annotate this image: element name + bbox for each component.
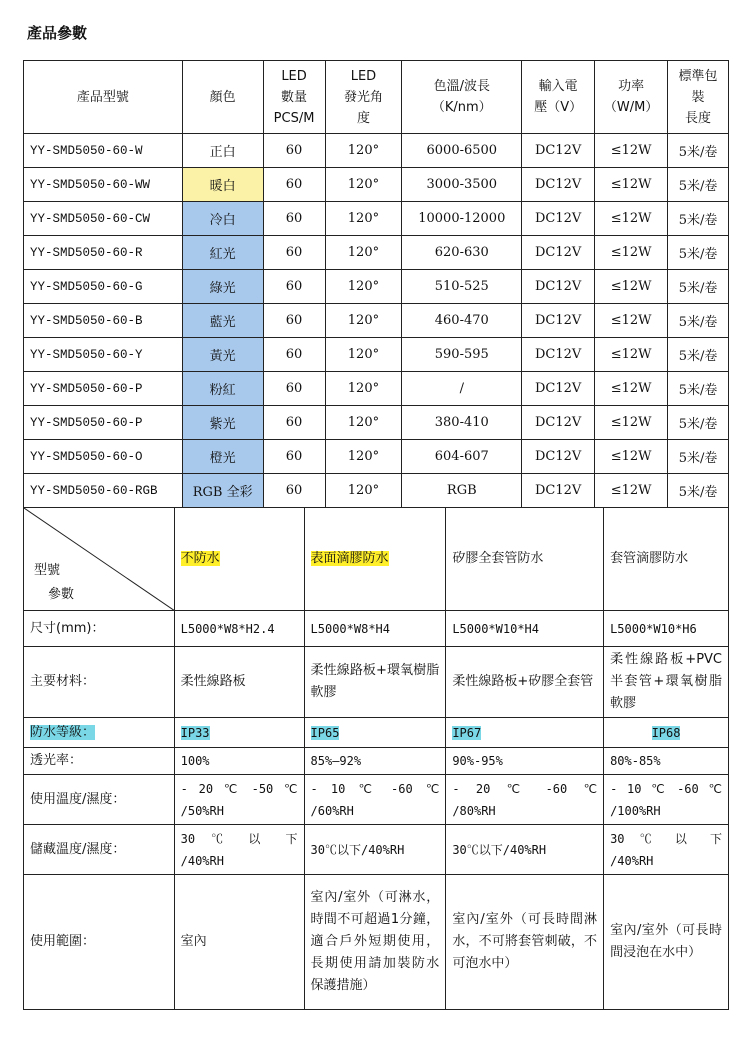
spec-cell-qty: 60: [263, 236, 325, 270]
wp-cell: [604, 611, 729, 647]
wp-column-header-0: [174, 508, 304, 611]
spec-cell-angle: 120°: [325, 338, 402, 372]
spec-cell-temp: 620-630: [402, 236, 522, 270]
spec-cell-len: 5米/卷: [668, 406, 729, 440]
spec-cell-qty: 60: [263, 338, 325, 372]
spec-cell-volt: DC12V: [522, 406, 595, 440]
wp-cell: [174, 875, 304, 1010]
spec-cell-qty: 60: [263, 372, 325, 406]
spec-header-line: 壓（V）: [534, 100, 583, 115]
wp-cell: [304, 875, 446, 1010]
spec-cell-len: 5米/卷: [668, 168, 729, 202]
wp-row-label: [24, 748, 175, 775]
wp-row-label-text: 透光率：: [30, 753, 83, 768]
wp-cell-text: 30 ℃ 以 下 /40%RH: [180, 831, 298, 868]
wp-cell-text: - 20 ℃ -60 ℃ /80%RH: [452, 781, 598, 818]
wp-row-label: [24, 718, 175, 748]
spec-row: [24, 236, 729, 270]
spec-cell-color: 正白: [182, 134, 263, 168]
wp-row-label: [24, 647, 175, 718]
spec-cell-power: ≤12W: [595, 270, 668, 304]
wp-cell-text: IP67: [452, 725, 482, 740]
wp-cell: [604, 875, 729, 1010]
wp-cell: [446, 875, 604, 1010]
spec-cell-volt: DC12V: [522, 236, 595, 270]
spec-cell-temp: 604-607: [402, 440, 522, 474]
corner-top-label: 型號: [34, 563, 61, 578]
wp-cell-text: 80%-85%: [610, 754, 661, 768]
spec-cell-qty: 60: [263, 168, 325, 202]
spec-header-line: LED: [350, 68, 377, 84]
wp-row-label-text: 使用溫度/濕度：: [30, 791, 126, 807]
spec-header-6: [595, 61, 668, 134]
spec-header-line: 數量: [281, 89, 308, 105]
wp-row: [24, 748, 729, 775]
spec-cell-volt: DC12V: [522, 474, 595, 508]
spec-cell-color: 粉紅: [182, 372, 263, 406]
wp-column-header-3: [604, 508, 729, 611]
spec-table: [23, 60, 729, 508]
spec-cell-temp: 460-470: [402, 304, 522, 338]
spec-cell-angle: 120°: [325, 372, 402, 406]
spec-cell-angle: 120°: [325, 168, 402, 202]
spec-cell-temp: 3000-3500: [402, 168, 522, 202]
wp-row-label-text: 尺寸(mm)：: [30, 620, 105, 636]
spec-cell-volt: DC12V: [522, 270, 595, 304]
wp-cell-text: L5000*W10*H6: [610, 621, 697, 636]
wp-cell-text: 柔性線路板: [180, 674, 246, 689]
spec-cell-volt: DC12V: [522, 440, 595, 474]
wp-column-header-2: [446, 508, 604, 611]
wp-cell: [174, 775, 304, 825]
wp-cell: [174, 748, 304, 775]
spec-cell-color: 紅光: [182, 236, 263, 270]
spec-cell-qty: 60: [263, 134, 325, 168]
wp-cell: [446, 611, 604, 647]
spec-cell-model: YY-SMD5050-60-R: [24, 236, 183, 270]
spec-cell-len: 5米/卷: [668, 270, 729, 304]
spec-cell-power: ≤12W: [595, 372, 668, 406]
wp-cell: [604, 825, 729, 875]
wp-cell-text: L5000*W8*H2.4: [180, 621, 275, 636]
spec-cell-model: YY-SMD5050-60-O: [24, 440, 183, 474]
wp-cell-text: L5000*W10*H4: [452, 621, 540, 636]
wp-cell-text: 室內/室外（可淋水，時間不可超過1分鐘，適合戶外短期使用，長期使用請加裝防水保護措施）: [310, 890, 440, 993]
wp-cell: [604, 775, 729, 825]
spec-cell-power: ≤12W: [595, 134, 668, 168]
wp-cell: [304, 775, 446, 825]
spec-cell-power: ≤12W: [595, 202, 668, 236]
wp-row: [24, 875, 729, 1010]
wp-cell-text: 室內: [180, 934, 207, 949]
spec-header-line: LED: [281, 68, 307, 84]
spec-cell-color: RGB 全彩: [182, 474, 263, 508]
spec-header-line: 長度: [685, 110, 712, 126]
wp-cell-text: L5000*W8*H4: [310, 621, 390, 636]
wp-row-label-text: 主要材料：: [30, 674, 96, 689]
spec-cell-angle: 120°: [325, 440, 402, 474]
wp-cell-text: IP65: [310, 725, 340, 740]
wp-cell-text: 柔性線路板+PVC半套管+環氧樹脂軟膠: [610, 652, 722, 711]
spec-cell-volt: DC12V: [522, 202, 595, 236]
wp-cell-text: 室內/室外（可長時間浸泡在水中）: [610, 923, 722, 960]
spec-cell-angle: 120°: [325, 236, 402, 270]
spec-header-7: [668, 61, 729, 134]
spec-header-line: 功率: [618, 79, 645, 94]
corner-bottom-label: 參數: [48, 587, 75, 602]
spec-header-line: 輸入電: [538, 79, 578, 94]
wp-cell-text: 柔性線路板+環氧樹脂軟膠: [310, 663, 440, 700]
wp-cell: [174, 718, 304, 748]
spec-header-line: 發光角: [343, 89, 383, 105]
spec-cell-power: ≤12W: [595, 168, 668, 202]
spec-header-5: [522, 61, 595, 134]
wp-cell: [446, 647, 604, 718]
spec-cell-qty: 60: [263, 474, 325, 508]
wp-row-label-text: 防水等級：: [30, 724, 96, 740]
spec-cell-model: YY-SMD5050-60-W: [24, 134, 183, 168]
wp-row-label: [24, 775, 175, 825]
spec-cell-volt: DC12V: [522, 168, 595, 202]
spec-cell-color: 黃光: [182, 338, 263, 372]
waterproof-table: [23, 507, 729, 1010]
wp-cell: [174, 647, 304, 718]
spec-cell-model: YY-SMD5050-60-CW: [24, 202, 183, 236]
spec-cell-model: YY-SMD5050-60-RGB: [24, 474, 183, 508]
spec-cell-qty: 60: [263, 304, 325, 338]
wp-row: [24, 647, 729, 718]
spec-cell-angle: 120°: [325, 406, 402, 440]
spec-row: [24, 338, 729, 372]
spec-cell-color: 橙光: [182, 440, 263, 474]
wp-row-label: [24, 875, 175, 1010]
spec-cell-qty: 60: [263, 270, 325, 304]
wp-cell: [446, 748, 604, 775]
spec-cell-color: 冷白: [182, 202, 263, 236]
spec-row: [24, 202, 729, 236]
spec-header-1: [182, 61, 263, 134]
spec-cell-power: ≤12W: [595, 406, 668, 440]
wp-row-label-text: 儲藏溫度/濕度：: [30, 841, 126, 857]
spec-header-line: 色溫/波長: [433, 79, 490, 94]
spec-cell-temp: 510-525: [402, 270, 522, 304]
wp-cell: [174, 611, 304, 647]
spec-cell-len: 5米/卷: [668, 372, 729, 406]
spec-header-line: 產品型號: [76, 89, 129, 105]
wp-cell-text: 90%-95%: [452, 754, 503, 768]
spec-header-line: 標準包: [678, 68, 718, 84]
wp-cell-text: 室內/室外（可長時間淋水，不可將套管刺破，不可泡水中）: [452, 912, 598, 971]
wp-cell: [304, 647, 446, 718]
spec-header-line: （K/nm）: [431, 100, 492, 115]
page-title: 產品參數: [27, 24, 88, 42]
wp-cell-text: 柔性線路板+矽膠全套管: [452, 674, 594, 689]
wp-cell: [446, 775, 604, 825]
spec-cell-power: ≤12W: [595, 236, 668, 270]
spec-row: [24, 372, 729, 406]
spec-cell-temp: 10000-12000: [402, 202, 522, 236]
spec-row: [24, 406, 729, 440]
spec-cell-angle: 120°: [325, 134, 402, 168]
wp-column-label: 不防水: [180, 551, 220, 566]
spec-row: [24, 440, 729, 474]
spec-header-line: （W/M）: [603, 100, 659, 115]
wp-cell: [604, 718, 729, 748]
wp-column-label: 套管滴膠防水: [610, 551, 689, 566]
spec-cell-angle: 120°: [325, 474, 402, 508]
wp-cell: [604, 647, 729, 718]
spec-cell-model: YY-SMD5050-60-P: [24, 372, 183, 406]
spec-cell-len: 5米/卷: [668, 338, 729, 372]
spec-header-line: 顏色: [209, 89, 236, 105]
spec-cell-model: YY-SMD5050-60-P: [24, 406, 183, 440]
spec-cell-len: 5米/卷: [668, 134, 729, 168]
spec-row: [24, 304, 729, 338]
wp-cell: [604, 748, 729, 775]
spec-cell-angle: 120°: [325, 304, 402, 338]
spec-cell-volt: DC12V: [522, 372, 595, 406]
wp-column-label: 表面滴膠防水: [310, 551, 389, 566]
wp-cell: [304, 718, 446, 748]
wp-cell-text: 100%: [180, 754, 210, 768]
spec-cell-angle: 120°: [325, 270, 402, 304]
spec-cell-qty: 60: [263, 406, 325, 440]
wp-cell-text: - 10 ℃ -60 ℃ /100%RH: [610, 781, 722, 818]
spec-header-line: 度: [356, 110, 370, 126]
wp-row: [24, 825, 729, 875]
corner-cell: [24, 508, 175, 611]
wp-cell-text: 85%—92%: [310, 754, 362, 768]
wp-cell-text: 30℃以下/40%RH: [452, 842, 547, 857]
spec-cell-qty: 60: [263, 202, 325, 236]
spec-row: [24, 168, 729, 202]
spec-cell-model: YY-SMD5050-60-G: [24, 270, 183, 304]
wp-row: [24, 718, 729, 748]
spec-cell-len: 5米/卷: [668, 304, 729, 338]
spec-cell-volt: DC12V: [522, 134, 595, 168]
spec-row: [24, 134, 729, 168]
spec-header-line: 裝: [691, 89, 705, 105]
spec-cell-len: 5米/卷: [668, 440, 729, 474]
wp-cell-text: 30 ℃ 以 下 /40%RH: [610, 831, 722, 868]
spec-cell-temp: /: [402, 372, 522, 406]
spec-cell-color: 綠光: [182, 270, 263, 304]
wp-row: [24, 611, 729, 647]
wp-cell-text: - 20 ℃ -50 ℃ /50%RH: [180, 781, 298, 818]
wp-column-header-1: [304, 508, 446, 611]
spec-cell-len: 5米/卷: [668, 202, 729, 236]
spec-header-4: [402, 61, 522, 134]
spec-cell-color: 紫光: [182, 406, 263, 440]
wp-cell-text: IP33: [180, 725, 210, 740]
wp-cell-text: 30℃以下/40%RH: [310, 842, 405, 857]
wp-cell: [446, 718, 604, 748]
spec-cell-volt: DC12V: [522, 338, 595, 372]
spec-header-line: PCS/M: [273, 110, 315, 126]
wp-row-label: [24, 825, 175, 875]
spec-cell-model: YY-SMD5050-60-WW: [24, 168, 183, 202]
spec-cell-qty: 60: [263, 440, 325, 474]
wp-cell: [174, 825, 304, 875]
spec-cell-temp: 590-595: [402, 338, 522, 372]
wp-row-label-text: 使用範圍：: [30, 934, 96, 949]
wp-cell: [304, 825, 446, 875]
spec-cell-power: ≤12W: [595, 338, 668, 372]
spec-header-0: [24, 61, 183, 134]
spec-cell-power: ≤12W: [595, 440, 668, 474]
wp-cell-text: IP68: [651, 725, 681, 740]
spec-cell-temp: RGB: [402, 474, 522, 508]
spec-cell-power: ≤12W: [595, 474, 668, 508]
spec-cell-temp: 6000-6500: [402, 134, 522, 168]
wp-cell-text: - 10 ℃ -60 ℃ /60%RH: [310, 781, 440, 818]
spec-cell-len: 5米/卷: [668, 474, 729, 508]
spec-cell-power: ≤12W: [595, 304, 668, 338]
spec-cell-color: 藍光: [182, 304, 263, 338]
spec-cell-model: YY-SMD5050-60-B: [24, 304, 183, 338]
wp-cell: [446, 825, 604, 875]
wp-column-label: 矽膠全套管防水: [452, 551, 544, 566]
wp-cell: [304, 611, 446, 647]
wp-row-label: [24, 611, 175, 647]
spec-cell-temp: 380-410: [402, 406, 522, 440]
spec-cell-color: 暖白: [182, 168, 263, 202]
spec-row: [24, 270, 729, 304]
spec-cell-volt: DC12V: [522, 304, 595, 338]
spec-row: [24, 474, 729, 508]
spec-cell-angle: 120°: [325, 202, 402, 236]
spec-cell-len: 5米/卷: [668, 236, 729, 270]
spec-header-3: [325, 61, 402, 134]
spec-header-2: [263, 61, 325, 134]
wp-row: [24, 775, 729, 825]
wp-cell: [304, 748, 446, 775]
spec-cell-model: YY-SMD5050-60-Y: [24, 338, 183, 372]
